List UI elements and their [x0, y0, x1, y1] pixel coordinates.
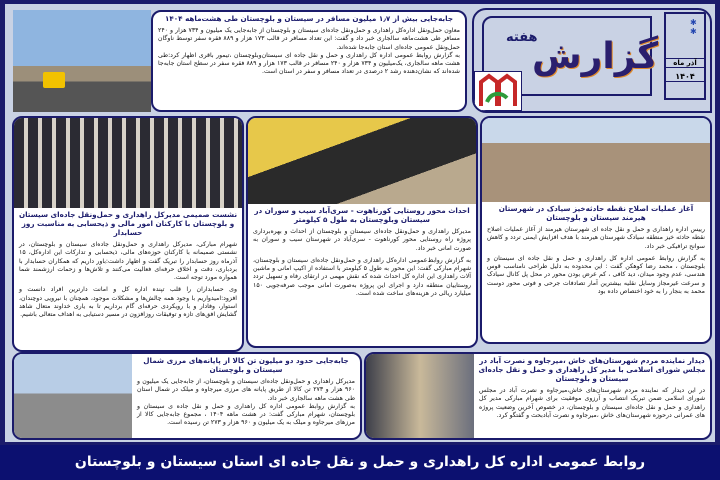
article-body: به گزارش روابط عمومی اداره کل راهداری و حمل و نقل جاده ای سیستان و بلوچستان ، محمد رضا کوهکن گفت : این محدوده به دلیل طراحی نامناسب قوس هندسی، عدم وجود میدان، دید کافی ، کم عرض بودن محور در محل پل کانال سیادک و سرعت غیرمجاز وسایل نقلیه بیشترین آمار تصادفات جرحی و فوتی محور دوست محمد به بنجار را به خود اختصاص داده بود [487, 254, 705, 296]
group-photo [14, 118, 242, 208]
article-body: به گزارش روابط عمومی اداره کل راهداری و حمل و نقل جاده ای سیستان‌وبلوچستان ،تیمور باقری اظهار کرد:طی هشت ماهه سالجاری، یک‌میلیون و ۷۳۴ هزار و ۲۴۰ مسافر در قالب ۱۷۳ هزار و ۸۸۹ فقره سفر در سطح استان جابه‌جا شده‌اند که نشان‌دهنده رشد ۲ درصدی در تعداد مسافر و سفر در استان است. [158, 51, 460, 76]
date-month: آذر ماه [666, 58, 704, 68]
article-siadak [480, 116, 712, 344]
star-icon: ✱ ✱ [690, 18, 697, 36]
border-terminal-photo [14, 354, 132, 440]
bus-road-photo [13, 10, 151, 112]
article-body: رییس اداره راهداری و حمل و نقل جاده ای شهرستان هیرمند از آغاز عملیات اصلاح نقطه حادثه خیز منطقه سیادک شهرستان هیرمند با هدف افزایش ایمنی تردد و کاهش سوانح ترافیکی خبر داد. [487, 226, 705, 250]
excavator-photo [482, 118, 710, 202]
article-body: معاون حمل‌ونقل اداره‌کل راهداری و حمل‌ونقل جاده‌ای سیستان و بلوچستان از جابه‌جایی یک میلیون و ۷۳۴ هزار و ۲۴۰ مسافر طی هشت‌ماهه سالجاری خبر داد و گفت: این تعداد مسافر در قالب ۱۷۳ هزار و ۸۸۹ فقره سفر توسط ناوگان حمل‌ونقل عمومی جاده‌ای استان جابه‌جا شده‌اند. [158, 27, 460, 51]
article-title: جابه‌جایی بیش از ۱٫۷ میلیون مسافر در سیستان و بلوچستان طی هشت‌ماهه ۱۴۰۴ [165, 14, 453, 23]
header-box [472, 8, 712, 113]
header-subtitle: هفته [506, 30, 538, 45]
article-title: جابه‌جایی حدود دو میلیون تن کالا از پایانه‌های مرزی شمال سیستان و بلوچستان [143, 356, 349, 374]
article-accountant-day [12, 116, 244, 352]
article-body: مدیرکل راهداری و حمل‌ونقل جاده‌ای سیستان و بلوچستان، از جابه‌جایی یک میلیون و ۹۶۰ هزار و ۲۷۳ تن کالا از طریق پایانه های مرزی میرجاوه و میلک در شمال استان طی هشت ماهه سالجاری خبر داد. [137, 378, 355, 402]
article-passengers [151, 10, 467, 112]
article-title: آغاز عملیات اصلاح نقطه حادثه‌خیز سیادک در شهرستان هیرمند سیستان و بلوچستان [498, 204, 694, 222]
meeting-photo [366, 354, 474, 440]
header-title: گزارش [532, 36, 659, 77]
newsletter-page [5, 4, 715, 442]
article-body: به گزارش روابط‌عمومی اداره‌کل راهداری و حمل‌ونقل جاده‌ای سیستان و بلوچستان، شهرام مبارکی گفت: این محور به طول ۵ کیلومتر با استفاده از اکیپ امانی و ماشین آلات راهداری این اداره کل احداث شده که نقش مهمی در ارتقای رفاه و تسهیل تردد روستاییان منطقه دارد و اجرای این پروژه به‌صورت امانی موجب صرفه‌جویی ۱۵۰ میلیارد ریالی در هزینه‌های ساخت شده است. [253, 256, 471, 298]
article-body: وی حسابداران را قلب تپنده اداره کل و امانت دارترین افراد دانست و افزود:امیدواریم با وجود همه چالش‌ها و مشکلات موجود، همچنان با نیرویی دوچندان، استوار، وفادار و با رویکردی حرفه‌ای گام برداریم تا به یاری خداوند متعال شاهد گشایش افق‌های تازه و توفیقات روزافزون در مسیر دستیابی به اهداف متعالی باشیم. [19, 286, 237, 319]
asphalt-paver-photo [248, 118, 476, 204]
article-border-cargo [12, 352, 362, 440]
date-panel [664, 12, 706, 100]
article-body: به گزارش روابط عمومی اداره کل راهداری و حمل و نقل جاده ی سیستان و بلوچستان، شهرام مبارکی گفت: در هشت ماهه ۱۴۰۴ ، مجموع جابه‌جایی کالا از مرزهای میرجاوه و میلک به یک میلیون و ۹۶۰ هزار و ۲۷۳ تن رسیده است. [137, 402, 355, 427]
article-title: دیدار نماینده مردم شهرستان‌های خاش ،میرجاوه و نصرت آباد در مجلس شورای اسلامی با مدیر کل راهداری و حمل و نقل جاده‌ای سیستان و بلوچستان [478, 356, 706, 383]
article-mp-meeting [364, 352, 712, 440]
article-rural-road [246, 116, 478, 348]
article-title: نشست صمیمی مدیرکل راهداری و حمل‌ونقل جاده‌ای سیستان و بلوچستان با کارکنان امور مالی و ذیحسابی به مناسبت روز حسابدار [18, 210, 238, 237]
article-title: احداث محور روستایی کورناهوت - سری‌آباد سیب و سوران در سیستان وبلوچستان به طول ۵ کیلومتر [254, 206, 470, 224]
article-body: شهرام مبارکی، مدیرکل راهداری و حمل‌ونقل جاده‌ای سیستان و بلوچستان، در نشستی صمیمانه با کارکنان حوزه‌های مالی، ذیحسابی و تدارکات این اداره‌کل، ۱۵ آذرماه روز حسابدار را تبریک گفت و اظهار داشت:باور داریم که همکاران حسابدار با بردباری، دقت و اخلاق حرفه‌ای فعالیت می‌کنند و تلاش‌ها و زحمات ارزشمند شما همواره مورد توجه است. [19, 241, 237, 282]
date-year: ۱۴۰۴ [666, 72, 704, 82]
footer-banner: روابط عمومی اداره کل راهداری و حمل و نقل جاده ای استان سیستان و بلوچستان [0, 445, 720, 480]
rmto-logo [474, 71, 522, 111]
article-body: مدیرکل راهداری و حمل‌ونقل جاده‌ای سیستان و بلوچستان از احداث و بهره‌برداری پروژه راه روستایی محور کورناهوت - سری‌آباد در شهرستان سیب و سوران به صورت امانی خبر داد. [253, 228, 471, 252]
article-body: در این دیدار که نماینده مردم شهرستان‌های خاش،میرجاوه و نصرت آباد در مجلس شورای اسلامی ضمن تبریک انتصاب و آرزوی موفقیت برای شهرام مبارکی مدیر کل راهداری و حمل و نقل جاده‌ای سیستان و بلوچستان، در خصوص آخرین وضعیت پروژه های عمرانی درحوزه شهرستان‌های خاش ،میرجاوه و نصرت آبادبحث و گفتگو کرد. [479, 387, 705, 419]
bus-icon [43, 72, 65, 88]
